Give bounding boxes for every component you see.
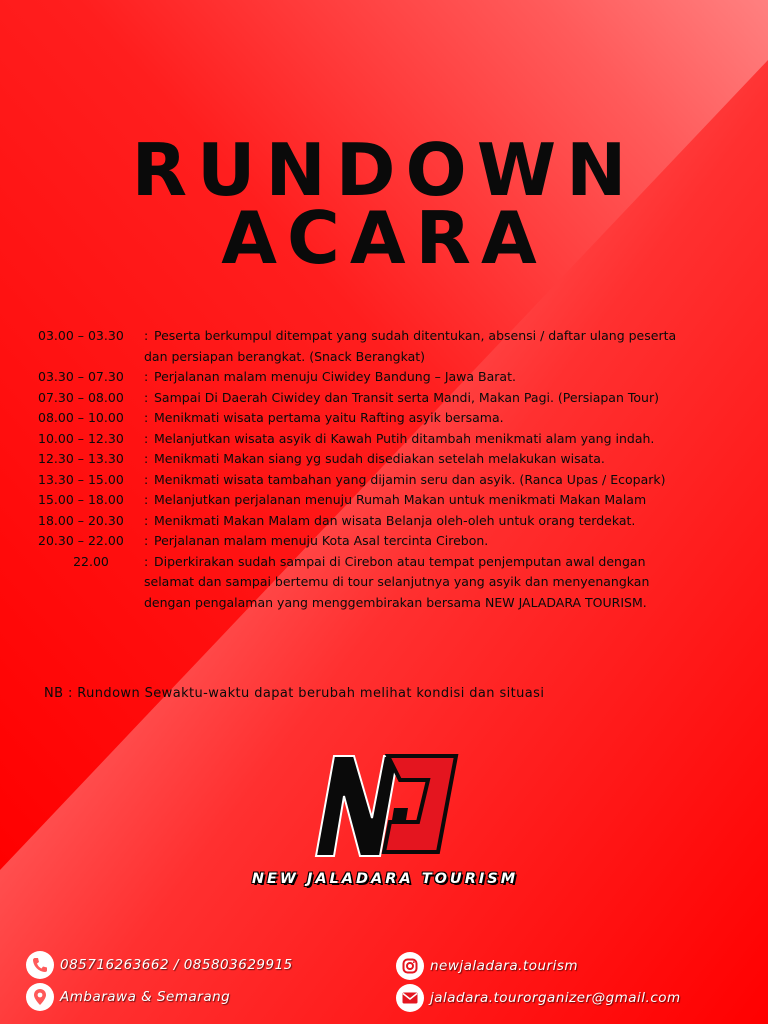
rundown-note: NB : Rundown Sewaktu-waktu dapat berubah melihat kondisi dan situasi xyxy=(44,686,545,701)
location-pin-icon xyxy=(26,983,54,1011)
instagram-icon xyxy=(396,952,424,980)
phone-icon xyxy=(26,951,54,979)
schedule-desc: Peserta berkumpul ditempat yang sudah ditentukan, absensi / daftar ulang peserta xyxy=(154,328,677,343)
title-line-1: RUNDOWN xyxy=(131,128,637,212)
schedule-row: 22.00 : Diperkirakan sudah sampai di Cirebon atau tempat penjemputan awal dengan selamat dan sampai bertemu di tour selanjutnya yang asyik dan menyenangkan dengan pengalaman yang menggembirakan bersama NEW JALADARA TOURISM. xyxy=(38,552,758,614)
brand-name: NEW JALADARA TOURISM xyxy=(251,871,519,887)
schedule-time: 03.00 – 03.30 xyxy=(38,328,124,343)
schedule-row: 13.30 – 15.00 : Menikmati wisata tambahan yang dijamin seru dan asyik. (Ranca Upas / Ecopark) xyxy=(38,470,758,491)
schedule-desc: Sampai Di Daerah Ciwidey dan Transit serta Mandi, Makan Pagi. (Persiapan Tour) xyxy=(154,389,659,405)
contact-phone[interactable] xyxy=(26,951,293,979)
schedule-row: 12.30 – 13.30 : Menikmati Makan siang yg sudah disediakan setelah melakukan wisata. xyxy=(38,449,758,470)
schedule-time: 07.30 – 08.00 xyxy=(38,389,124,405)
schedule-desc: Melanjutkan wisata asyik di Kawah Putih ditambah menikmati alam yang indah. xyxy=(154,430,655,446)
schedule-desc: Melanjutkan perjalanan menuju Rumah Makan untuk menikmati Makan Malam xyxy=(154,492,647,507)
contact-instagram-text: newjaladara.tourism xyxy=(430,958,579,974)
schedule-row: 03.00 – 03.30 : Peserta berkumpul ditempat yang sudah ditentukan, absensi / daftar ulang peserta dan persiapan berangkat. (Snack Berangkat) xyxy=(38,326,758,367)
schedule-row: 20.30 – 22.00 : Perjalanan malam menuju Kota Asal tercinta Cirebon. xyxy=(38,531,758,552)
schedule-desc-cont: selamat dan sampai bertemu di tour selanjutnya yang asyik dan menyenangkan xyxy=(144,574,650,589)
schedule-desc-cont: dengan pengalaman yang menggembirakan bersama NEW JALADARA TOURISM. xyxy=(144,594,647,610)
contact-phone-text: 085716263662 / 085803629915 xyxy=(60,957,293,973)
schedule-row: 08.00 – 10.00 : Menikmati wisata pertama yaitu Rafting asyik bersama. xyxy=(38,408,758,429)
schedule-row: 10.00 – 12.30 : Melanjutkan wisata asyik di Kawah Putih ditambah menikmati alam yang indah. xyxy=(38,429,758,450)
schedule-time: 13.30 – 15.00 xyxy=(38,471,124,487)
schedule-time: 15.00 – 18.00 xyxy=(38,492,124,507)
schedule-time: 18.00 – 20.30 xyxy=(38,512,124,528)
contact-email-text: jaladara.tourorganizer@gmail.com xyxy=(430,990,681,1006)
schedule-desc: Diperkirakan sudah sampai di Cirebon atau tempat penjemputan awal dengan xyxy=(154,553,646,569)
schedule-time: 10.00 – 12.30 xyxy=(38,430,124,446)
contact-location[interactable] xyxy=(26,983,230,1011)
schedule-desc: Menikmati wisata tambahan yang dijamin seru dan asyik. (Ranca Upas / Ecopark) xyxy=(154,471,666,487)
envelope-icon xyxy=(396,984,424,1012)
schedule-row: 18.00 – 20.30 : Menikmati Makan Malam dan wisata Belanja oleh-oleh untuk orang terdekat. xyxy=(38,511,758,532)
schedule-desc: Menikmati Makan siang yg sudah disediakan setelah melakukan wisata. xyxy=(154,451,605,466)
schedule-row: 03.30 – 07.30 : Perjalanan malam menuju Ciwidey Bandung – Jawa Barat. xyxy=(38,367,758,388)
schedule-desc: Menikmati Makan Malam dan wisata Belanja oleh-oleh untuk orang terdekat. xyxy=(154,512,636,528)
brand-logo xyxy=(310,748,460,858)
schedule-time: 22.00 xyxy=(73,553,109,569)
title-line-2: ACARA xyxy=(221,196,547,280)
schedule-desc: Perjalanan malam menuju Kota Asal tercinta Cirebon. xyxy=(154,533,489,548)
schedule-row: 07.30 – 08.00 : Sampai Di Daerah Ciwidey dan Transit serta Mandi, Makan Pagi. (Persiapan Tour) xyxy=(38,388,758,409)
schedule-time: 03.30 – 07.30 xyxy=(38,369,124,384)
schedule-list xyxy=(38,326,758,613)
schedule-time: 08.00 – 10.00 xyxy=(38,410,124,425)
schedule-row: 15.00 – 18.00 : Melanjutkan perjalanan menuju Rumah Makan untuk menikmati Makan Malam xyxy=(38,490,758,511)
contact-email[interactable] xyxy=(396,984,681,1012)
contact-instagram[interactable] xyxy=(396,952,578,980)
schedule-desc-cont: dan persiapan berangkat. (Snack Berangkat) xyxy=(144,348,426,364)
schedule-time: 20.30 – 22.00 xyxy=(38,533,124,548)
schedule-desc: Menikmati wisata pertama yaitu Rafting asyik bersama. xyxy=(154,410,504,425)
schedule-time: 12.30 – 13.30 xyxy=(38,451,124,466)
contact-location-text: Ambarawa & Semarang xyxy=(60,989,231,1005)
schedule-desc: Perjalanan malam menuju Ciwidey Bandung – Jawa Barat. xyxy=(154,369,516,384)
